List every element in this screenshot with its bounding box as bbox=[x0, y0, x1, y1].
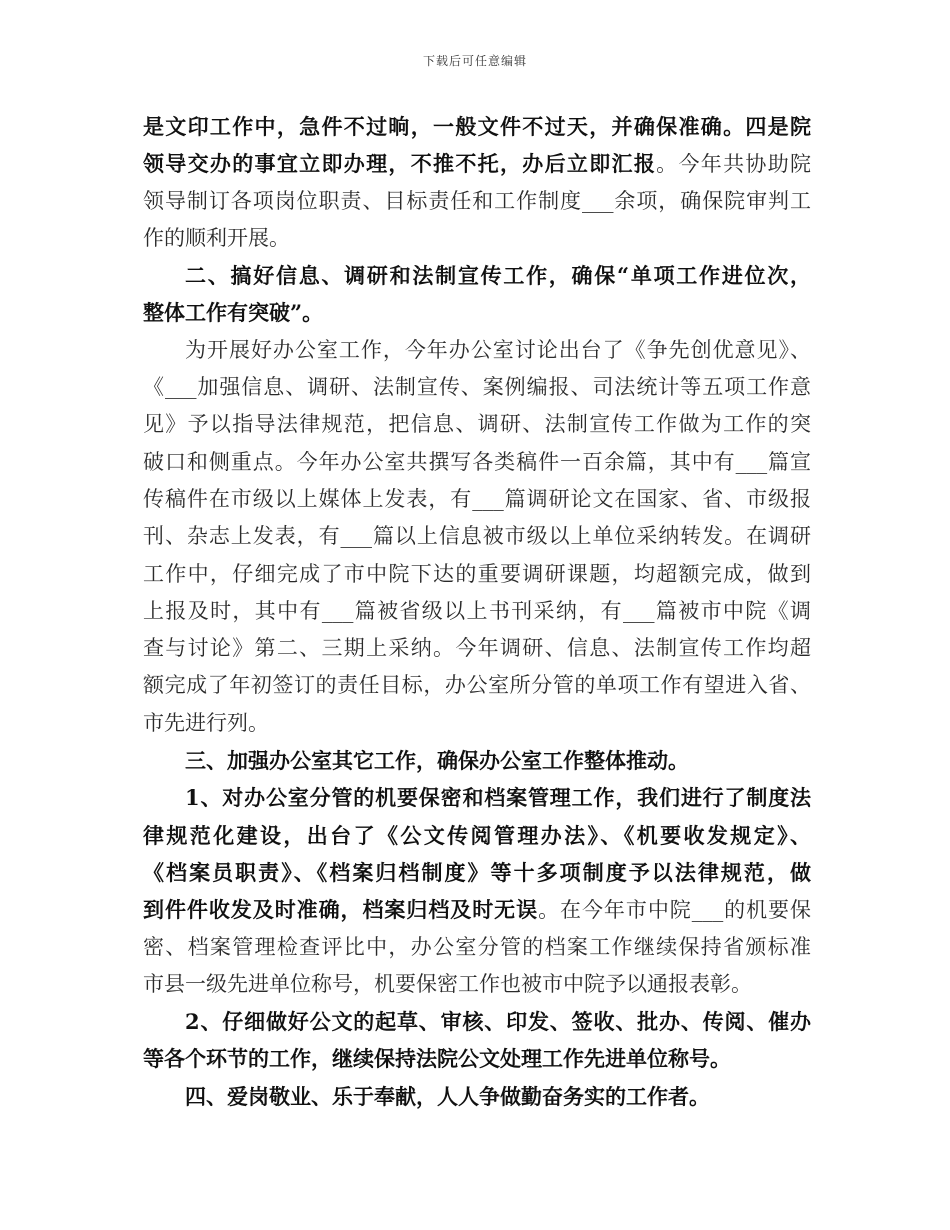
text-line bbox=[143, 817, 811, 854]
text-line bbox=[143, 630, 811, 667]
text-line bbox=[143, 518, 811, 555]
bold-text: 2、仔细做好公文的起草、审核、印发、签收、批办、传阅、催办 bbox=[185, 1009, 811, 1035]
document-body bbox=[143, 108, 811, 1115]
text-line bbox=[143, 481, 811, 518]
text-line bbox=[143, 966, 811, 1003]
bold-text: 等各个环节的工作，继续保持法院公文处理工作先进单位称号。 bbox=[143, 1046, 731, 1072]
text-line bbox=[143, 108, 811, 145]
bold-text: 三、加强办公室其它工作，确保办公室工作整体推动。 bbox=[185, 748, 689, 774]
regular-text: 市县一级先进单位称号，机要保密工作也被市中院予以通报表彰。 bbox=[143, 971, 752, 996]
text-line bbox=[143, 1003, 811, 1040]
regular-text: 《___加强信息、调研、法制宣传、案例编报、司法统计等五项工作意 bbox=[143, 375, 811, 400]
bold-text: 《档案员职责》、《档案归档制度》等十多项制度予以法律规范，做 bbox=[143, 859, 811, 885]
regular-text: 密、档案管理检查评比中，办公室分管的档案工作继续保持省颁标准 bbox=[143, 934, 811, 959]
text-line bbox=[143, 1078, 811, 1115]
text-line bbox=[143, 779, 811, 816]
regular-text: 作的顺利开展。 bbox=[143, 225, 290, 250]
regular-text: 查与讨论》第二、三期上采纳。今年调研、信息、法制宣传工作均超 bbox=[143, 636, 811, 661]
regular-text: 工作中，仔细完成了市中院下达的重要调研课题，均超额完成，做到 bbox=[143, 561, 811, 586]
regular-text: 传稿件在市级以上媒体上发表，有___篇调研论文在国家、省、市级报 bbox=[143, 486, 811, 511]
text-line bbox=[143, 705, 811, 742]
bold-text: 整体工作有突破”。 bbox=[143, 300, 324, 326]
text-line bbox=[143, 406, 811, 443]
regular-text: 上报及时，其中有___篇被省级以上书刊采纳，有___篇被市中院《调 bbox=[143, 598, 811, 623]
bold-text: 二、搞好信息、调研和法制宣传工作，确保“单项工作进位次， bbox=[185, 263, 811, 289]
text-line bbox=[143, 854, 811, 891]
regular-text: 市先进行列。 bbox=[143, 710, 269, 735]
text-line bbox=[143, 444, 811, 481]
text-line bbox=[143, 294, 811, 331]
text-line bbox=[143, 742, 811, 779]
text-line bbox=[143, 929, 811, 966]
regular-text: 额完成了年初签订的责任目标，办公室所分管的单项工作有望进入省、 bbox=[143, 673, 811, 698]
regular-text: 破口和侧重点。今年办公室共撰写各类稿件一百余篇，其中有___篇宣 bbox=[143, 449, 811, 474]
bold-text: 四、爱岗敬业、乐于奉献，人人争做勤奋务实的工作者。 bbox=[185, 1083, 710, 1109]
regular-text: 刊、杂志上发表，有___篇以上信息被市级以上单位采纳转发。在调研 bbox=[143, 524, 811, 549]
text-line bbox=[143, 891, 811, 928]
text-line bbox=[143, 1040, 811, 1077]
regular-text: 。今年共协助院 bbox=[656, 152, 811, 177]
bold-text: 律规范化建设，出台了《公文传阅管理办法》、《机要收发规定》、 bbox=[143, 822, 811, 848]
page-header: 下载后可任意编辑 bbox=[422, 54, 527, 68]
regular-text: 。在今年市中院___的机要保 bbox=[538, 898, 811, 923]
text-line bbox=[143, 593, 811, 630]
text-line bbox=[143, 183, 811, 220]
bold-text: 到件件收发及时准确，档案归档及时无误 bbox=[143, 897, 539, 923]
regular-text: 见》予以指导法律规范，把信息、调研、法制宣传工作做为工作的突 bbox=[143, 412, 811, 437]
regular-text: 领导制订各项岗位职责、目标责任和工作制度___余项，确保院审判工 bbox=[143, 188, 811, 213]
text-line bbox=[143, 257, 811, 294]
bold-text: 1、对办公室分管的机要保密和档案管理工作，我们进行了制度法 bbox=[185, 785, 811, 811]
text-line bbox=[143, 369, 811, 406]
text-line bbox=[143, 145, 811, 182]
text-line bbox=[143, 556, 811, 593]
bold-text: 领导交办的事宜立即办理，不推不托，办后立即汇报 bbox=[143, 151, 657, 177]
text-line bbox=[143, 220, 811, 257]
regular-text: 为开展好办公室工作，今年办公室讨论出台了《争先创优意见》、 bbox=[185, 337, 811, 362]
text-line bbox=[143, 332, 811, 369]
text-line bbox=[143, 667, 811, 704]
bold-text: 是文印工作中，急件不过晌，一般文件不过天，并确保准确。四是院 bbox=[143, 114, 811, 139]
